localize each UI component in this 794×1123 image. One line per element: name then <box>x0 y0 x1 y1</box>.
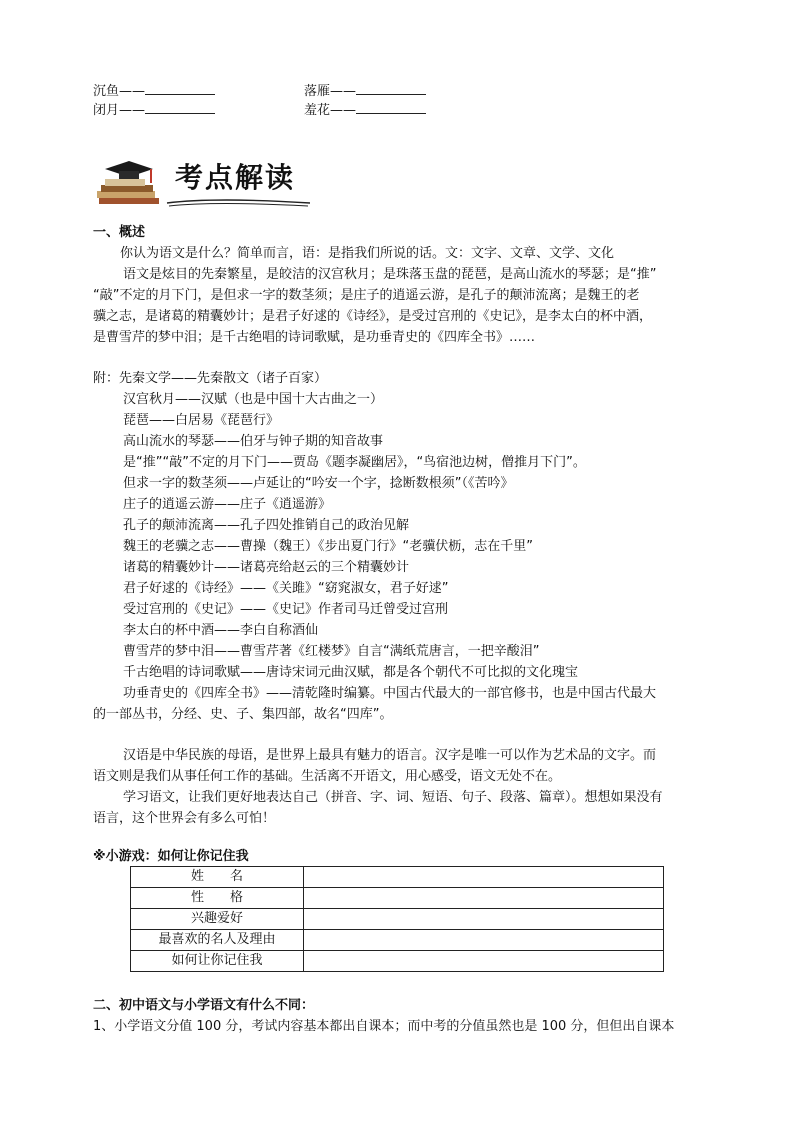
table-answer-cell[interactable] <box>304 909 664 930</box>
table-row <box>131 888 664 909</box>
appendix-item: 是“推”“敲”不定的月下门——贾岛《题李凝幽居》，“鸟宿池边树，僧推月下门”。 <box>123 455 586 470</box>
table-label: 兴趣爱好 <box>131 909 304 930</box>
table-label: 如何让你记住我 <box>131 951 304 972</box>
appendix-item: 但求一字的数茎须——卢延让的“吟安一个字，捻断数根须”（《苦吟》 <box>123 476 514 491</box>
appendix-item: 曹雪芹的梦中泪——曹雪芹著《红楼梦》自言“满纸荒唐言，一把辛酸泪” <box>123 644 540 659</box>
fill-label: 沉鱼—— <box>93 84 146 99</box>
paragraph-line: 汉语是中华民族的母语，是世界上最具有魅力的语言。汉字是唯一可以作为艺术品的文字。而 <box>123 748 657 763</box>
table-label: 性 格 <box>131 888 304 909</box>
table-label: 姓 名 <box>131 867 304 888</box>
blank-line <box>356 99 426 114</box>
section-1-heading: 一、概述 <box>93 225 146 240</box>
fill-row-2 <box>93 99 357 120</box>
appendix-item: 汉宫秋月——汉赋（也是中国十大古曲之一） <box>123 392 384 407</box>
appendix-heading: 附：先秦文学——先秦散文（诸子百家） <box>93 371 328 386</box>
table-answer-cell[interactable] <box>304 867 664 888</box>
game-table <box>130 866 664 972</box>
section-2-heading: 二、初中语文与小学语文有什么不同： <box>93 998 315 1013</box>
paragraph-line: 学习语文，让我们更好地表达自己（拼音、字、词、短语、句子、段落、篇章）。想想如果没有 <box>123 790 663 805</box>
appendix-item: 功垂青史的《四库全书》——清乾隆时编纂。中国古代最大的一部官修书，也是中国古代最大 <box>123 686 657 701</box>
table-label: 最喜欢的名人及理由 <box>131 930 304 951</box>
section-banner-title: 考点解读 <box>175 161 296 194</box>
table-row <box>131 951 664 972</box>
appendix-item: 庄子的逍遥云游——庄子《逍遥游》 <box>123 497 332 512</box>
blank-line <box>145 80 215 95</box>
fill-label: 羞花—— <box>304 103 357 118</box>
paragraph-line: 语文是炫目的先秦繁星，是皎洁的汉宫秋月；是珠落玉盘的琵琶，是高山流水的琴瑟；是“推” <box>123 267 657 282</box>
fill-row-1 <box>93 80 357 101</box>
table-answer-cell[interactable] <box>304 888 664 909</box>
paragraph-line: 你认为语文是什么？简单而言，语：是指我们所说的话。文：文字、文章、文学、文化 <box>120 246 615 261</box>
paragraph-line: 骥之志，是诸葛的精囊妙计；是君子好逑的《诗经》，是受过宫刑的《史记》，是李太白的杯中酒， <box>93 309 653 324</box>
table-answer-cell[interactable] <box>304 951 664 972</box>
table-row <box>131 930 664 951</box>
appendix-item: 魏王的老骥之志——曹操（魏王）《步出夏门行》“老骥伏枥，志在千里” <box>123 539 533 554</box>
paragraph-line: “敲”不定的月下门，是但求一字的数茎须；是庄子的逍遥云游，是孔子的颠沛流离；是魏王的老 <box>93 288 640 303</box>
table-row <box>131 909 664 930</box>
appendix-tail: 的一部丛书，分经、史、子、集四部，故名“四库”。 <box>93 707 393 722</box>
paragraph-line: 是曹雪芹的梦中泪；是千古绝唱的诗词歌赋，是功垂青史的《四库全书》…… <box>93 330 536 345</box>
appendix-item: 受过宫刑的《史记》——《史记》作者司马迁曾受过宫刑 <box>123 602 449 617</box>
appendix-item: 琵琶——白居易《琵琶行》 <box>123 413 280 428</box>
blank-line <box>145 99 215 114</box>
appendix-item: 高山流水的琴瑟——伯牙与钟子期的知音故事 <box>123 434 384 449</box>
table-row <box>131 867 664 888</box>
blank-line <box>356 80 426 95</box>
appendix-item: 孔子的颠沛流离——孔子四处推销自己的政治见解 <box>123 518 410 533</box>
paragraph-line: 语言，这个世界会有多么可怕！ <box>93 811 276 826</box>
appendix-item: 千古绝唱的诗词歌赋——唐诗宋词元曲汉赋，都是各个朝代不可比拟的文化瑰宝 <box>123 665 579 680</box>
table-answer-cell[interactable] <box>304 930 664 951</box>
appendix-item: 李太白的杯中酒——李白自称酒仙 <box>123 623 319 638</box>
appendix-item: 诸葛的精囊妙计——诸葛亮给赵云的三个精囊妙计 <box>123 560 410 575</box>
paragraph-line: 1、小学语文分值 100 分，考试内容基本都出自课本；而中考的分值虽然也是 100 分，但但出自课本 <box>93 1019 675 1034</box>
paragraph-line: 语文则是我们从事任何工作的基础。生活离不开语文，用心感受，语文无处不在。 <box>93 769 562 784</box>
game-title: ※小游戏：如何让你记住我 <box>93 849 249 864</box>
fill-label: 闭月—— <box>93 103 146 118</box>
appendix-item: 君子好逑的《诗经》——《关雎》“窈窕淑女，君子好逑” <box>123 581 449 596</box>
fill-label: 落雁—— <box>304 84 357 99</box>
